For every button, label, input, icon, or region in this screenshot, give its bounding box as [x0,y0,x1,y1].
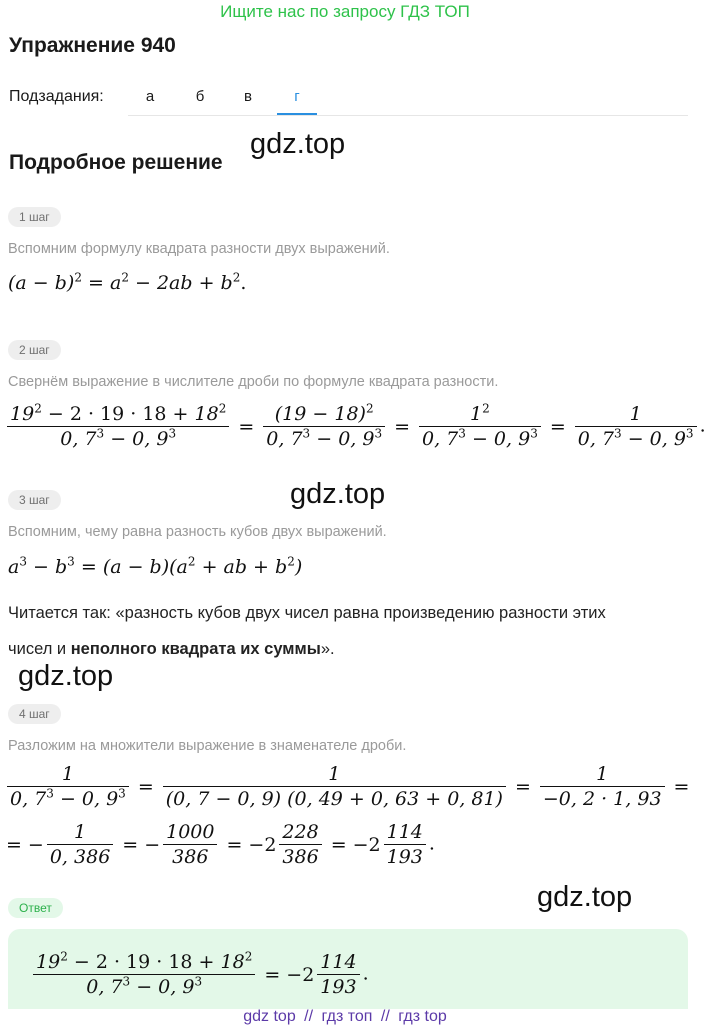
footer-link[interactable]: gdz top [243,1008,296,1025]
step-hint: Свернём выражение в числителе дроби по формуле квадрата разности. [8,374,499,390]
step-chip: 3 шаг [8,490,61,510]
fraction: $\frac{1}{0, 386}$ [47,820,113,869]
tabs-divider [128,115,688,116]
fraction: $\frac{(19 - 18)^2}{0, 7^3 - 0, 9^3}$ [263,402,385,451]
mixed-fraction: $\frac{114}{193}$ [317,950,359,999]
fraction: $\frac{1}{0, 7^3 - 0, 9^3}$ [7,762,129,811]
promo-banner[interactable]: Ищите нас по запросу ГДЗ ТОП [220,2,470,21]
watermark: gdz.top [250,128,346,160]
footer-links [0,1008,690,1026]
explanation-text: чисел и неполного квадрата их суммы». [8,640,335,658]
explanation-text: Читается так: «разность кубов двух чисел равна произведению разности этих [8,604,606,622]
tab-b[interactable]: б [195,88,205,105]
step-chip: 4 шаг [8,704,61,724]
step-chip: 2 шаг [8,340,61,360]
watermark: gdz.top [537,881,633,913]
formula-numerator-collapse: $\frac{19^2 - 2 \cdot 19 \cdot 18 + 18^2}{0, 7^3 - 0, 9^3}$ = $\frac{(19 - 18)^2}{0, 7^3 - 0, 9^3}$ = $\frac{1^2}{0, 7^3 - 0, 9^3}$ = $\frac{1}{0, 7^3 - 0, 9^3}$ . [4,402,706,451]
footer-separator: // [304,1008,314,1025]
subtasks-label: Подзадания: [9,88,104,105]
page-title: Упражнение 940 [9,34,176,57]
section-title: Подробное решение [9,151,223,174]
formula-denominator-factoring: $\frac{1}{0, 7^3 - 0, 9^3}$ = $\frac{1}{(0, 7 - 0, 9) (0, 49 + 0, 63 + 0, 81)}$ = $\frac{1}{-0, 2 \cdot 1, 93}$ = [4,762,695,811]
watermark: gdz.top [18,660,114,692]
active-tab-indicator [277,113,317,115]
formula-simplification: = − $\frac{1}{0, 386}$ = − $\frac{1000}{386}$ = −2 $\frac{228}{386}$ = −2 $\frac{114}{193}$ . [6,821,435,868]
fraction: $\frac{19^2 - 2 \cdot 19 \cdot 18 + 18^2}{0, 7^3 - 0, 9^3}$ [7,402,229,451]
answer-chip: Ответ [8,898,63,918]
mixed-fraction: $\frac{114}{193}$ [384,820,426,869]
step-hint: Разложим на множители выражение в знаменателе дроби. [8,738,407,754]
watermark: gdz.top [290,478,386,510]
mixed-fraction: $\frac{228}{386}$ [279,820,321,869]
fraction: $\frac{1}{-0, 2 \cdot 1, 93}$ [540,762,665,811]
step-chip: 1 шаг [8,207,61,227]
footer-separator: // [380,1008,390,1025]
fraction: $\frac{1}{(0, 7 - 0, 9) (0, 49 + 0, 63 + 0, 81)}$ [163,762,506,811]
formula-square-difference: $(a - b)^2 = a^2 - 2ab + b^2$. [8,270,247,294]
tab-a[interactable]: а [145,88,155,105]
fraction: $\frac{1000}{386}$ [163,820,217,869]
footer-link[interactable]: гдз топ [321,1008,373,1025]
tab-g[interactable]: г [294,88,300,105]
step-hint: Вспомним формулу квадрата разности двух выражений. [8,241,390,257]
tab-v[interactable]: в [244,88,252,105]
footer-link[interactable]: гдз top [398,1008,447,1025]
fraction: $\frac{19^2 - 2 \cdot 19 \cdot 18 + 18^2}{0, 7^3 - 0, 9^3}$ [33,950,255,999]
answer-formula: $\frac{19^2 - 2 \cdot 19 \cdot 18 + 18^2}{0, 7^3 - 0, 9^3}$ = −2 $\frac{114}{193}$ . [30,950,369,999]
fraction: $\frac{1^2}{0, 7^3 - 0, 9^3}$ [419,402,541,451]
formula-difference-of-cubes: $a^3 - b^3 = (a - b)(a^2$ + ab + $b^2$) [8,554,303,578]
fraction: $\frac{1}{0, 7^3 - 0, 9^3}$ [575,402,697,451]
step-hint: Вспомним, чему равна разность кубов двух выражений. [8,524,387,540]
